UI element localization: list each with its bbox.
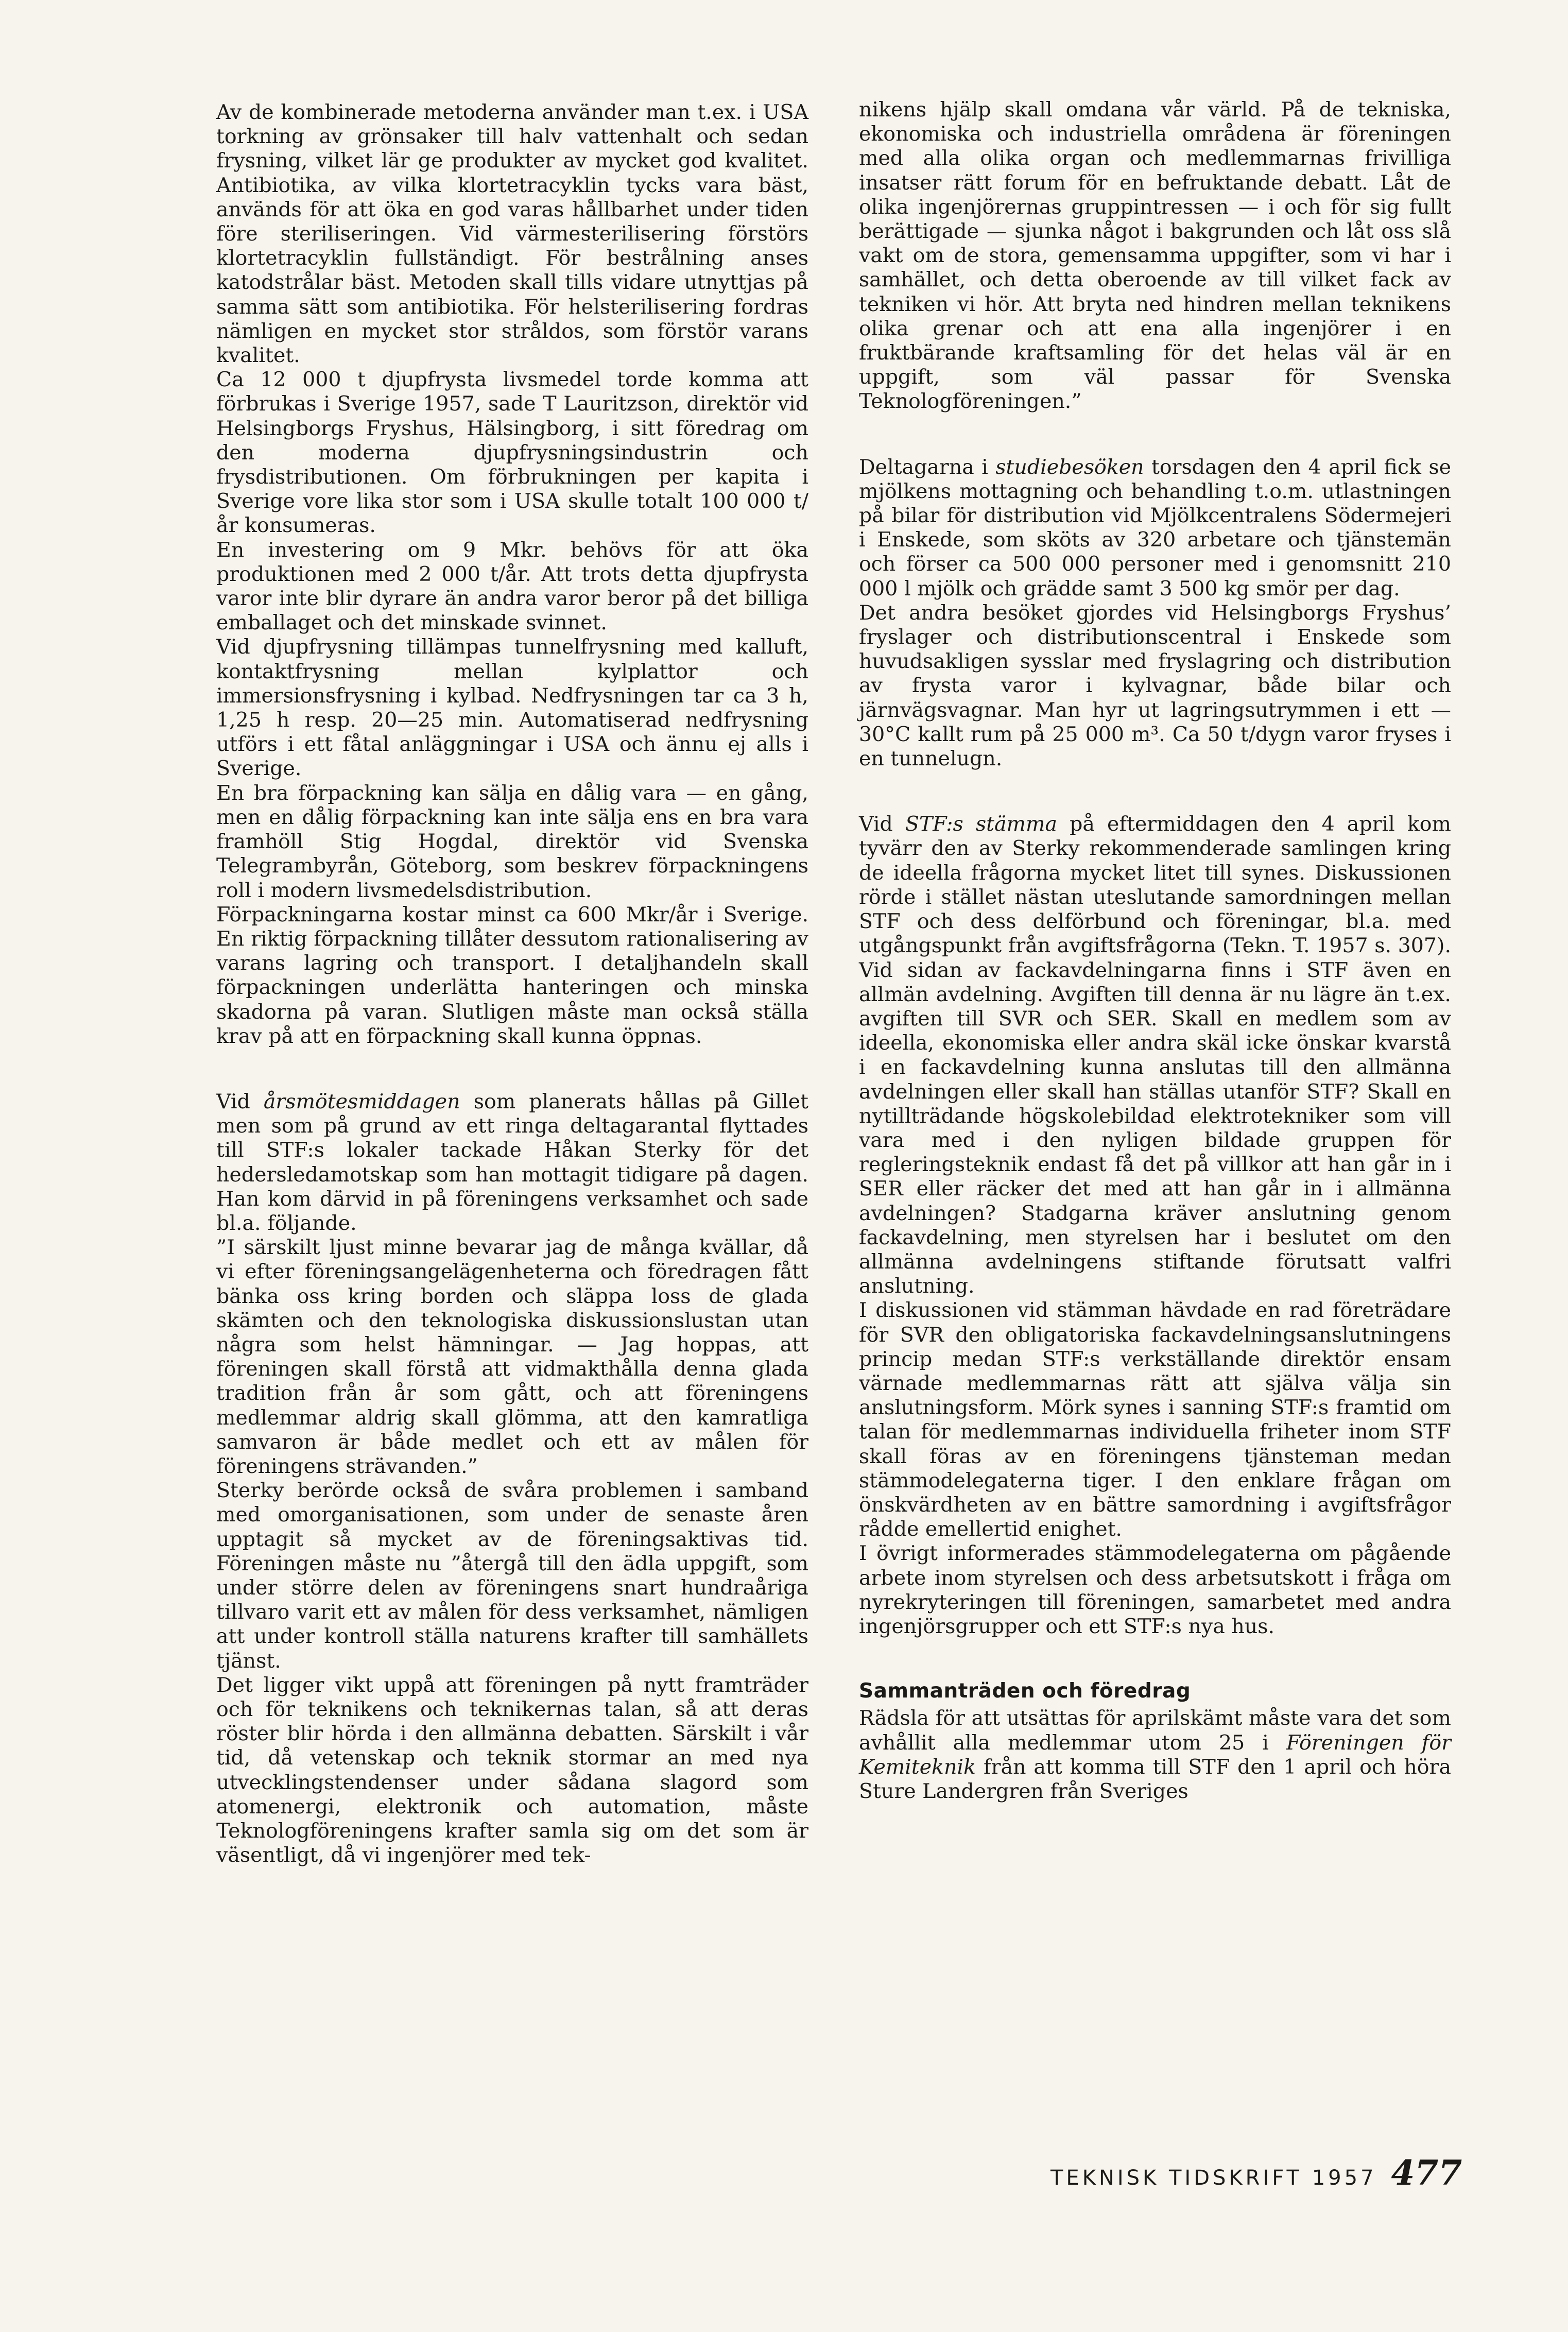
text-run: Vid bbox=[216, 1089, 264, 1113]
right-column bbox=[859, 98, 1451, 1804]
text-run: Vid bbox=[859, 812, 905, 836]
paragraph-studiebesoken bbox=[859, 455, 1451, 601]
italic-term: studiebesöken bbox=[995, 455, 1144, 479]
section-heading: Sammanträden och föredrag bbox=[859, 1679, 1191, 1703]
paragraph: En bra förpackning kan sälja en dålig vara — en gång, men en dålig förpackning kan inte sälja ens en bra vara framhöll Stig Hogdal, direktör vid Svenska Telegrambyrån, Göteborg, som beskrev förpackningens roll i modern livsmedelsdistribution. bbox=[216, 781, 808, 902]
paragraph: En investering om 9 Mkr. behövs för att öka produktionen med 2 000 t/år. Att trots detta djupfrysta varor inte blir dyrare än andra varor beror på det billiga emballaget och det minskade svinnet. bbox=[216, 538, 808, 635]
paragraph: Förpackningarna kostar minst ca 600 Mkr/år i Sverige. En riktig förpackning tillåter dessutom rationalisering av varans lagring och transport. I detaljhandeln skall förpackningen underlätta hanteringen och minska skadorna på varan. Slutligen måste man också ställa krav på att en förpackning skall kunna öppnas. bbox=[216, 902, 808, 1048]
italic-term: STF:s stämma bbox=[905, 812, 1058, 836]
italic-term: Föreningen för Kemiteknik bbox=[859, 1730, 1451, 1779]
paragraph: I diskussionen vid stämman hävdade en rad företrädare för SVR den obligatoriska fackavdelningsanslutningens princip medan STF:s verkställande direktör ensam värnade medlemmarnas rätt att själva välja sin anslutningsform. Mörk synes i sanning STF:s framtid om talan för medlemmarnas individuella friheter inom STF skall föras av en föreningens tjänsteman medan stämmodelegaterna tiger. I den enklare frågan om önskvärdheten av en bättre samordning i avgiftsfrågor rådde emellertid enighet. bbox=[859, 1298, 1451, 1541]
paragraph: Sterky berörde också de svåra problemen i samband med omorganisationen, som under de senaste åren upptagit så mycket av de föreningsaktivas tid. Föreningen måste nu ”återgå till den ädla uppgift, som under större delen av föreningens snart hundraåriga tillvaro varit ett av målen för dess verksamhet, nämligen att under kontroll ställa naturens krafter till samhällets tjänst. bbox=[216, 1479, 808, 1673]
text-run: som planerats hållas på Gillet men som på grund av ett ringa deltagarantal flyttades till STF:s lokaler tackade Håkan Sterky för det hedersledamotskap som han mottagit tidigare på dagen. Han kom därvid in på föreningens verksamhet och sade bl.a. följande. bbox=[216, 1089, 809, 1235]
paragraph: Det ligger vikt uppå att föreningen på nytt framträder och för teknikens och teknikernas talan, så att deras röster blir hörda i den allmänna debatten. Särskilt i vår tid, då vetenskap och teknik stormar an med nya utvecklingstendenser under sådana slagord som atomenergi, elektronik och automation, måste Teknologföreningens krafter samla sig om det som är väsentligt, då vi ingenjörer med tek- bbox=[216, 1673, 808, 1867]
paragraph-arsmotesmiddagen bbox=[216, 1090, 808, 1236]
quote-paragraph: ”I särskilt ljust minne bevarar jag de många kvällar, då vi efter föreningsangelägenheterna och föredragen fått bänka oss kring borden och släppa loss de glada skämten och den teknologiska diskussionslustan utan några som helst hämningar. — Jag hoppas, att föreningen skall förstå att vidmakthålla denna glada tradition från år som gått, och att föreningens medlemmar aldrig skall glömma, att den kamratliga samvaron är både medlet och ett av målen för föreningens strävanden.” bbox=[216, 1236, 808, 1478]
paragraph: nikens hjälp skall omdana vår värld. På de tekniska, ekonomiska och industriella områdena är föreningen med alla olika organ och medlemmarnas frivilliga insatser rätt forum för en befruktande debatt. Låt de olika ingenjörernas gruppintressen — i och för sig fullt berättigade — sjunka något i bakgrunden och låt oss slå vakt om de stora, gemensamma uppgifter, som vi har i samhället, och detta oberoende av till vilket fack av tekniken vi hör. Att bryta ned hindren mellan teknikens olika grenar och att ena alla ingenjörer i en fruktbärande kraftsamling för det helas väl är en uppgift, som väl passar för Svenska Teknologföreningen.” bbox=[859, 98, 1451, 414]
paragraph-stf-stamma bbox=[859, 812, 1451, 1298]
paragraph: Vid djupfrysning tillämpas tunnelfrysning med kalluft, kontaktfrysning mellan kylplattor och immersionsfrysning i kylbad. Nedfrysningen tar ca 3 h, 1,25 h resp. 20—25 min. Automatiserad nedfrysning utförs i ett fåtal anläggningar i USA och ännu ej alls i Sverige. bbox=[216, 635, 808, 781]
text-run: på eftermiddagen den 4 april kom tyvärr den av Sterky rekommenderade samlingen kring de ideella frågorna mycket litet till synes. Diskussionen rörde i stället nästan uteslutande samordningen mellan STF och dess delförbund och föreningar, bl.a. med utgångspunkt från avgiftsfrågorna (Tekn. T. 1957 s. 307). Vid sidan av fackavdelningarna finns i STF även en allmän avdelning. Avgiften till denna är nu lägre än t.ex. avgiften till SVR och SER. Skall en medlem som av ideella, ekonomiska eller andra skäl icke önskar kvarstå i en fackavdelning kunna anslutas till den allmänna avdelningen eller skall han ställas utanför STF? Skall en nytillträdande högskolebildad elektrotekniker som vill vara med i den nyligen bildade gruppen för regleringsteknik endast få det på villkor att han går in i SER eller räcker det med att han går in i allmänna avdelningen? Stadgarna kräver anslutning genom fackavdelning, men styrelsen har i beslutet om den allmänna avdelningens stiftande förutsatt valfri anslutning. bbox=[859, 812, 1451, 1298]
paragraph: I övrigt informerades stämmodelegaterna om pågående arbete inom styrelsen och dess arbetsutskott i fråga om nyrekryteringen till föreningen, samarbetet med andra ingenjörsgrupper och ett STF:s nya hus. bbox=[859, 1541, 1451, 1638]
paragraph-kemiteknik bbox=[859, 1706, 1451, 1804]
paragraph: Ca 12 000 t djupfrysta livsmedel torde komma att förbrukas i Sverige 1957, sade T Lauritzson, direktör vid Helsingborgs Fryshus, Hälsingborg, i sitt föredrag om den moderna djupfrysningsindustrin och frysdistributionen. Om förbrukningen per kapita i Sverige vore lika stor som i USA skulle totalt 100 000 t/år konsumeras. bbox=[216, 368, 808, 538]
text-run: torsdagen den 4 april fick se mjölkens mottagning och behandling t.o.m. utlastningen på bilar för distribution vid Mjölkcentralens Södermejeri i Enskede, som sköts av 320 arbetare och tjänstemän och förser ca 500 000 personer med i genomsnitt 210 000 l mjölk och grädde samt 3 500 kg smör per dag. bbox=[859, 455, 1451, 601]
italic-term: årsmötesmiddagen bbox=[263, 1089, 460, 1113]
paragraph: Av de kombinerade metoderna använder man t.ex. i USA torkning av grönsaker till halv vattenhalt och sedan frysning, vilket lär ge produkter av mycket god kvalitet. Antibiotika, av vilka klortetracyklin tycks vara bäst, används för att öka en god varas hållbarhet under tiden före steriliseringen. Vid värmesterilisering förstörs klortetracyklin fullständigt. För bestrålning anses katodstrålar bäst. Metoden skall tills vidare utnyttjas på samma sätt som antibiotika. För helsterilisering fordras nämligen en mycket stor stråldos, som förstör varans kvalitet. bbox=[216, 100, 808, 368]
journal-title: TEKNISK TIDSKRIFT 1957 bbox=[1050, 2166, 1377, 2190]
text-run: Deltagarna i bbox=[859, 455, 996, 479]
text-run: från att komma till STF den 1 april och höra Sture Landergren från Sveriges bbox=[859, 1755, 1451, 1803]
text-run: Rädsla för att utsättas för aprilskämt måste vara det som avhållit alla medlemmar utom 25 i bbox=[859, 1706, 1451, 1755]
page-footer bbox=[1050, 2153, 1462, 2193]
left-column bbox=[216, 100, 808, 1867]
page-number: 477 bbox=[1391, 2153, 1462, 2193]
paragraph: Det andra besöket gjordes vid Helsingborgs Fryshus’ fryslager och distributionscentral i Enskede som huvudsakligen sysslar med fryslagring och distribution av frysta varor i kylvagnar, både bilar och järnvägsvagnar. Man hyr ut lagringsutrymmen i ett —30°C kallt rum på 25 000 m³. Ca 50 t/dygn varor fryses i en tunnelugn. bbox=[859, 601, 1451, 771]
